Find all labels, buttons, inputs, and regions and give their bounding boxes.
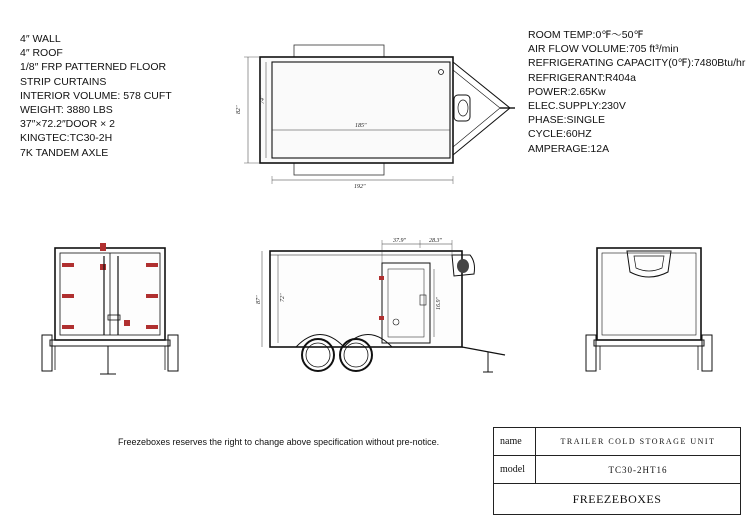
spec-left-line: 1/8″ FRP PATTERNED FLOOR bbox=[20, 61, 167, 74]
dim-top-inner-height: 74″ bbox=[260, 95, 266, 104]
dim-side-inner-height: 72″ bbox=[280, 293, 286, 302]
dim-side-height: 87″ bbox=[256, 295, 262, 304]
spec-right-line: POWER:2.65Kw bbox=[528, 85, 606, 98]
spec-right-line: ROOM TEMP:0℉～50℉ bbox=[528, 29, 644, 41]
spec-right-line: ELEC.SUPPLY:230V bbox=[528, 99, 626, 112]
dim-side-unit-offset: 28.3″ bbox=[429, 238, 442, 244]
disclaimer-notice: Freezeboxes reserves the right to change above specification without pre-notice. bbox=[118, 437, 440, 447]
spec-left-line: KINGTEC:TC30-2H bbox=[20, 132, 113, 145]
dim-top-height: 82″ bbox=[236, 105, 242, 114]
title-row-name bbox=[494, 428, 740, 456]
name-label: name bbox=[494, 428, 536, 455]
spec-right-line: PHASE:SINGLE bbox=[528, 114, 606, 127]
name-value: TRAILER COLD STORAGE UNIT bbox=[560, 437, 716, 446]
spec-right-line: REFRIGERATING CAPACITY(0℉):7480Btu/hr bbox=[528, 57, 746, 70]
spec-left-line: WEIGHT: 3880 LBS bbox=[20, 103, 113, 116]
front-chassis bbox=[594, 340, 704, 346]
title-row-brand bbox=[494, 484, 740, 514]
brand-name: FREEZEBOXES bbox=[572, 491, 662, 506]
spec-right-line: REFRIGERANT:R404a bbox=[528, 71, 636, 84]
dim-top-inner-length: 185″ bbox=[355, 123, 367, 129]
title-block bbox=[493, 427, 741, 515]
title-row-model bbox=[494, 456, 740, 484]
spec-left-line: 37″×72.2″DOOR × 2 bbox=[20, 118, 115, 131]
spec-left-line: INTERIOR VOLUME: 578 CUFT bbox=[20, 89, 172, 102]
spec-right-line: AMPERAGE:12A bbox=[528, 142, 610, 155]
dim-side-door-offset: 37.9″ bbox=[393, 238, 406, 244]
dim-side-door-height: 16.9″ bbox=[436, 297, 442, 310]
model-label: model bbox=[494, 456, 536, 483]
front-body bbox=[597, 248, 701, 340]
spec-left-line: 7K TANDEM AXLE bbox=[20, 146, 109, 159]
spec-right-line: CYCLE:60HZ bbox=[528, 128, 592, 141]
spec-left-line: 4″ WALL bbox=[20, 33, 61, 45]
model-value: TC30-2HT16 bbox=[608, 464, 668, 475]
spec-left-line: STRIP CURTAINS bbox=[20, 75, 107, 88]
spec-right-line: AIR FLOW VOLUME:705 ft³/min bbox=[528, 43, 679, 56]
spec-left-line: 4″ ROOF bbox=[20, 47, 63, 60]
dim-top-overall-length: 192″ bbox=[354, 184, 366, 190]
